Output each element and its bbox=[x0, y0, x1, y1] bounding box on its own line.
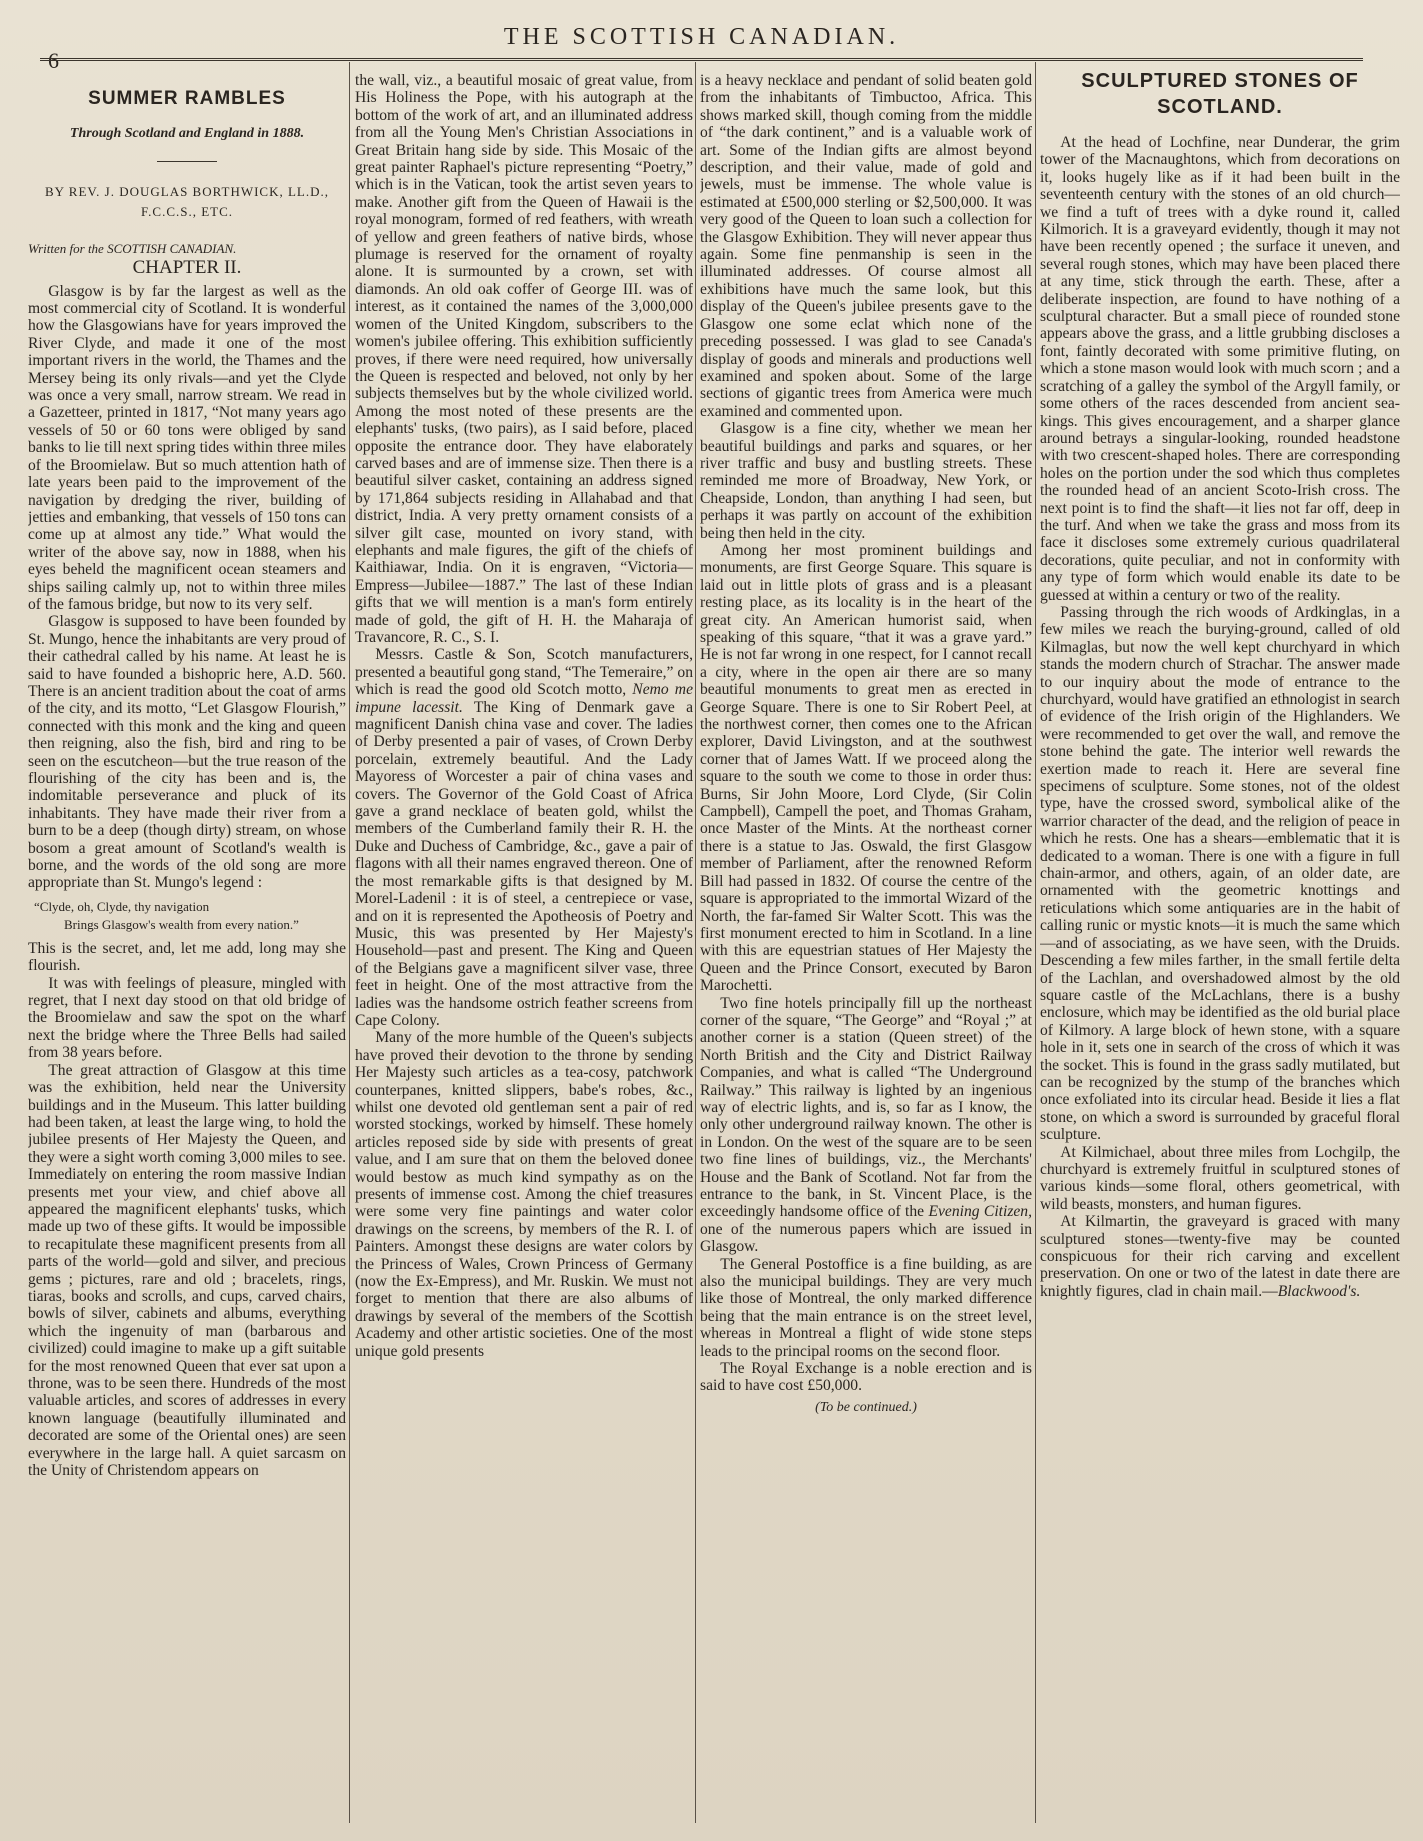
paragraph bbox=[1040, 1213, 1400, 1300]
verse-line: “Clyde, oh, Clyde, thy navigation bbox=[34, 898, 210, 914]
article-title bbox=[1040, 72, 1400, 120]
paragraph: The great attraction of Glasgow at this time was the exhibition, held near the University buildings and in the Museum. This latter building had been taken, at least the large wing, to hold the jubilee presents of Her Majesty the Queen, and they were a sight worth coming 3,000 miles to see. Immediately on entering the room massive Indian presents met your view, and chief above all appeared the magnificent elephants' tusks, which made up two of these gifts. It would be impossible to recapitulate these magnificent presents from all parts of the world—gold and silver, and precious gems ; pictures, rare and old ; bracelets, rings, tiaras, books and scrolls, and cups, carved chairs, bowls of silver, cabinets and albums, everything which the ingenuity of man (barbarous and civilized) could imagine to make up a gift suitable for the most renowned Queen that ever sat upon a throne, was to be seen there. Hundreds of the most valuable articles, and scores of addresses in every known language (beautifully illuminated and decorated are some of the Oriental ones) are seen everywhere in the large hall. A quiet sarcasm on the Unity of Christendom appears on bbox=[28, 1061, 346, 1480]
column-4 bbox=[1040, 72, 1400, 1831]
article-subtitle: Through Scotland and England in 1888. bbox=[69, 126, 305, 142]
column-3 bbox=[700, 72, 1032, 1831]
motto-text: Nemo me impune lacessit. bbox=[355, 681, 693, 716]
paragraph: Passing through the rich woods of Ardkinglas, in a few miles we reach the burying-ground, called of old Kilmaglas, but now the well kept churchyard in which stands the modern church of Strachar. The answer made to our inquiry about the mode of entrance to the churchyard, would have gratified an ethnologist in search of evidence of the Irish origin of the Highlanders. We were recommended to get over the wall, and remove the stone behind the gate. The interior well rewards the exertion made to reach it. Here are several fine specimens of sculpture. Some stones, not of the oldest type, have the crossed sword, symbolical alike of the warrior character of the dead, and the religion of peace in which he rests. One has a shears—emblematic that it is dedicated to a woman. There is one with a figure in full chain-armor, and others, again, of an older date, are ornamented with the geometric knottings and reticulations which some antiquaries are in the habit of calling runic or mystic knots—it is much the same which—and of associating, as we have seen, with the Druids. Descending a few miles farther, in the small fertile delta of the Lachlan, and overshadowed almost by the old square castle of the McLachlans, there is a bushy enclosure, which may be identified as the old burial place of Kilmory. A large block of hewn stone, with a square hole in it, sets one in search of the cross of which it was the socket. This is found in the grass sadly mutilated, but can be recognized by the stump of the branches which once exfoliated into its circular head. Beside it lies a flat stone, on which a sword is surrounded by graceful floral sculpture. bbox=[1040, 603, 1400, 1144]
paragraph: At the head of Lochfine, near Dunderar, the grim tower of the Macnaughtons, which from decorations on it, looks hugely like as if it had been built in the seventeenth century with the stones of an old church—we find a tuft of trees with a dyke round it, called Kilmorich. It is a graveyard evidently, though it may not have been recently opened ; the surface it uneven, and several rough stones, which may have been placed there at any time, stick through the earth. These, after a deliberate inspection, are found to have nothing of a sculptural character. But a small piece of rounded stone appears above the grass, and a little grubbing discloses a font, faintly decorated with some primitive fluting, on which a stone mason would look with much scorn ; and a scratching of a galley the symbol of the Argyll family, or some others of the races descended from ancient sea-kings. This gives encouragement, and a sharper glance around betrays a singular-looking, rounded headstone with two crescent-shaped holes. There are corresponding holes on the portion under the sod which thus completes the rounded head of an ancient Scoto-Irish cross. The next point is to find the shaft—it lies not far off, deep in the turf. And when we take the grass and moss from its face it discloses some extremely curious quadrilateral decorations, quite peculiar, and not in conformity with any type of form which would enable its date to be guessed at within a century or two of the reality. bbox=[1040, 134, 1400, 604]
text-run: Messrs. Castle & Son, Scotch manufacturers, presented a beautiful gong stand, “The Temeraire,” on which is read the good old Scotch motto, bbox=[355, 646, 693, 699]
paragraph: is a heavy necklace and pendant of solid beaten gold from the inhabitants of Timbuctoo, Africa. This shows marked skill, though coming from the middle of “the dark continent,” and is a valuable work of art. Some of the Indian gifts are almost beyond description, and their value, made of gold and jewels, must be immense. The whole value is estimated at £500,000 sterling or $2,500,000. It was very good of the Queen to loan such a collection for the Glasgow Exhibition. They will never appear thus again. Some fine penmanship is seen in the illuminated addresses. Of course almost all exhibitions have much the same look, but this display of the Queen's jubilee presents gave to the Glasgow one some eclat which none of the preceding possessed. I was glad to see Canada's display of goods and minerals and productions well examined and spoken about. Some of the large sections of gigantic trees from America were much examined and commented upon. bbox=[700, 72, 1032, 420]
newspaper-name: Evening Citizen, bbox=[928, 1203, 1032, 1221]
written-for-note: Written for the SCOTTISH CANADIAN. bbox=[28, 240, 237, 256]
paragraph: Many of the more humble of the Queen's subjects have proved their devotion to the throne by sending Her Majesty such articles as a tea-cosy, patchwork counterpanes, knitted slippers, babe's robes, &c., whilst one devoted old gentleman sent a pair of red worsted stockings, worked by himself. These homely articles reposed side by side with presents of great value, and I am sure that on them the beloved donee would bestow as much kind sympathy as on the presents of immense cost. Among the chief treasures were some very fine paintings and water color drawings on the screens, by members of the R. I. of Painters. Amongst these designs are water colors by the Princess of Wales, Crown Princess of Germany (now the Ex-Empress), and Mr. Ruskin. We must not forget to mention that there are also albums of drawings by several of the members of the Scottish Academy and other artistic societies. One of the most unique gold presents bbox=[355, 1029, 693, 1360]
paragraph: At Kilmichael, about three miles from Lochgilp, the churchyard is extremely fruitful in sculptured stones of various kinds—some floral, others geometrical, with wild beasts, monsters, and human figures. bbox=[1040, 1143, 1400, 1213]
header-rule bbox=[40, 58, 1363, 61]
column-divider bbox=[695, 62, 696, 1823]
text-run: At Kilmartin, the graveyard is graced with many sculptured stones—twenty-five may be counted conspicuous for their rich carving and excellent preservation. On one or two of the latest in date there are knightly figures, clad in chain mail.— bbox=[1040, 1213, 1400, 1300]
paragraph: Glasgow is supposed to have been founded by St. Mungo, hence the inhabitants are very proud of their cathedral called by his name. At least he is said to have founded a bishopric here, A.D. 560. There is an ancient tradition about the coat of arms of the city, and its motto, “Let Glasgow Flourish,” connected with this monk and the king and queen then reigning, also the fish, bird and ring to be seen on the escutcheon—but the true reason of the flourishing of the city has been and is, the indomitable perseverance and pluck of its inhabitants. They have made their river from a burn to be a deep (though dirty) stream, on whose bosom a great amount of Scotland's wealth is borne, and the words of the old song are more appropriate than St. Mungo's legend : bbox=[28, 613, 346, 892]
chapter-heading: CHAPTER II. bbox=[132, 257, 242, 279]
text-run: Two fine hotels principally fill up the northeast corner of the square, “The George” and “Royal ;” at another corner is a station (Queen street) of the North British and the City and District Railway Companies, and what is called “The Underground Railway.” This railway is lighted by an ingenious way of electric lights, and is, so far as I know, the only other underground railway known. The other is in London. On the west of the square are to be seen two fine lines of buildings, viz., the Merchants' House and the Bank of Scotland. Not far from the entrance to the bank, in St. Vincent Place, is the exceedingly handsome office of the bbox=[700, 994, 1032, 1221]
paragraph: Glasgow is by far the largest as well as the most commercial city of Scotland. It is wonderful how the Glasgowians have for years improved the River Clyde, and made it one of the most important rivers in the world, the Thames and the Mersey being its only rivals—and yet the Clyde was once a very small, narrow stream. We read in a Gazetteer, printed in 1817, “Not many years ago vessels of 50 or 60 tons were obliged by sand banks to lie till next spring tides within three miles of the Broomielaw. But so much attention hath of late years been paid to the improvement of the navigation by dredging the river, building of jetties and embanking, that vessels of 150 tons can come up at almost any tide.” What would the writer of the above say, now in 1888, when his eyes beheld the magnificent ocean steamers and ships sailing calmly up, not to within three miles of the famous bridge, but now to its very self. bbox=[28, 282, 346, 613]
paragraph: the wall, viz., a beautiful mosaic of great value, from His Holiness the Pope, with his autograph at the bottom of the work of art, and an illuminated address from all the Young Men's Christian Associations in Great Britain hang side by side. This Mosaic of the great painter Raphael's picture representing “Poetry,” which is in the Vatican, took the artist seven years to make. Another gift from the Queen of Hawaii is the royal monogram, formed of red feathers, with wreath of yellow and green feathers of native birds, whose plumage is reserved for the ornament of royalty alone. It is surmounted by a crown, set with diamonds. An old oak coffer of George III. was of interest, as it contained the names of the 3,000,000 women of the United Kingdom, subscribers to the women's jubilee offering. This exhibition sufficiently proves, if there were need required, how universally the Queen is respected and beloved, not only by her subjects themselves but by the whole civilized world. Among the most noted of these presents are the elephants' tusks, (two pairs), as I said before, placed opposite the entrance door. They have elaborately carved bases and are of immense size. Then there is a beautiful silver casket, containing an address signed by 171,864 subjects residing in Allahabad and that district, India. A very pretty ornament consists of a silver gilt case, mounted on ivory stand, with elephants and male figures, the gift of the chiefs of Kaithiawar, India. On it is engraven, “Victoria—Empress—Jubilee—1887.” The last of these Indian gifts that we will mention is a man's form entirely made of gold, the gift of H. H. the Maharaja of Travancore, R. C., S. I. bbox=[355, 72, 693, 646]
byline-author: BY REV. J. DOUGLAS BORTHWICK, LL.D., bbox=[44, 183, 330, 199]
verse-line: Brings Glasgow's wealth from every nation.” bbox=[64, 916, 299, 932]
title-line: SCOTLAND. bbox=[1157, 96, 1283, 118]
paragraph bbox=[355, 646, 693, 1029]
paragraph bbox=[700, 995, 1032, 1256]
masthead bbox=[40, 8, 1363, 73]
byline-credentials: F.C.C.S., ETC. bbox=[140, 203, 234, 219]
column-1 bbox=[28, 72, 346, 1831]
verse-quote bbox=[34, 898, 346, 934]
page-number: 6 bbox=[48, 48, 59, 73]
paragraph: Glasgow is a fine city, whether we mean her beautiful buildings and parks and squares, or her river traffic and busy and bustling streets. These reminded me more of Broadway, New York, or Cheapside, London, than anything I had seen, but perhaps it was partly on account of the exhibition being then held in the city. bbox=[700, 420, 1032, 542]
byline bbox=[28, 182, 346, 222]
text-run: The King of Denmark gave a magnificent Danish china vase and cover. The ladies of Derby presented a pair of vases, of Crown Derby porcelain, extremely beautiful. And the Lady Mayoress of Worcester a pair of china vases and covers. The Governor of the Gold Coast of Africa gave a grand necklace of beaten gold, whilst the members of the Cumberland family their R. H. the Duke and Duchess of Cambridge, &c., gave a pair of flagons with all their names engraved thereon. One of the most remarkable gifts is that designed by M. Morel-Ladenil : it is of steel, a centrepiece or vase, and on it is represented the Apotheosis of Poetry and Music, this was presented by Her Majesty's Household—past and present. The King and Queen of the Belgians gave a magnificent silver vase, three feet in height. One of the most attractive from the ladies was the handsome ostrich feather screens from Cape Colony. bbox=[355, 698, 693, 1029]
column-2 bbox=[355, 72, 693, 1831]
title-rule bbox=[157, 161, 217, 162]
source-credit: Blackwood's. bbox=[1277, 1282, 1361, 1300]
paragraph: It was with feelings of pleasure, mingled with regret, that I next day stood on that old bridge of the Broomielaw and saw the spot on the wharf next the bridge where the Three Bells had sailed from 38 years before. bbox=[28, 974, 346, 1062]
newspaper-title: THE SCOTTISH CANADIAN. bbox=[503, 24, 900, 50]
paragraph: This is the secret, and, let me add, long may she flourish. bbox=[28, 939, 346, 975]
paragraph: The Royal Exchange is a noble erection and is said to have cost £50,000. bbox=[700, 1360, 1032, 1395]
column-divider bbox=[349, 62, 350, 1823]
article-title: SUMMER RAMBLES bbox=[88, 88, 286, 109]
paragraph: The General Postoffice is a fine building, as are also the municipal buildings. They are very much like those of Montreal, the only marked difference being that the main entrance is on the street level, whereas in Montreal a flight of wide stone steps leads to the principal rooms on the second floor. bbox=[700, 1255, 1032, 1360]
title-line: SCULPTURED STONES OF bbox=[1081, 72, 1359, 92]
text-run: one of the numerous papers which are issued in Glasgow. bbox=[700, 1220, 1032, 1256]
to-be-continued: (To be continued.) bbox=[815, 1399, 917, 1415]
paragraph: Among her most prominent buildings and monuments, are first George Square. This square is laid out in little plots of grass and is a pleasant resting place, as its locality is in the heart of the great city. An American humorist said, when speaking of this square, “that it was a grave yard.” He is not far wrong in one respect, for I cannot recall a city, where in the open air there are so many beautiful monuments to great men as erected in George Square. There is one to Sir Robert Peel, at the northwest corner, then comes one to the African explorer, David Livingston, and at the southwest corner that of James Watt. If we proceed along the square to the south we come to those in order thus: Burns, Sir John Moore, Lord Clyde, (Sir Colin Campbell), Campell the poet, and Thomas Graham, once Master of the Mints. At the northeast corner there is a statue to Jas. Oswald, the first Glasgow member of Parliament, after the renowned Reform Bill had passed in 1832. Of course the centre of the square is appropriated to the immortal Wizard of the North, the far-famed Sir Walter Scott. This was the first monument erected to him in Scotland. In a line with this are equestrian statues of Her Majesty the Queen and the Prince Consort, executed by Baron Marochetti. bbox=[700, 541, 1032, 995]
column-divider bbox=[1035, 62, 1036, 1823]
